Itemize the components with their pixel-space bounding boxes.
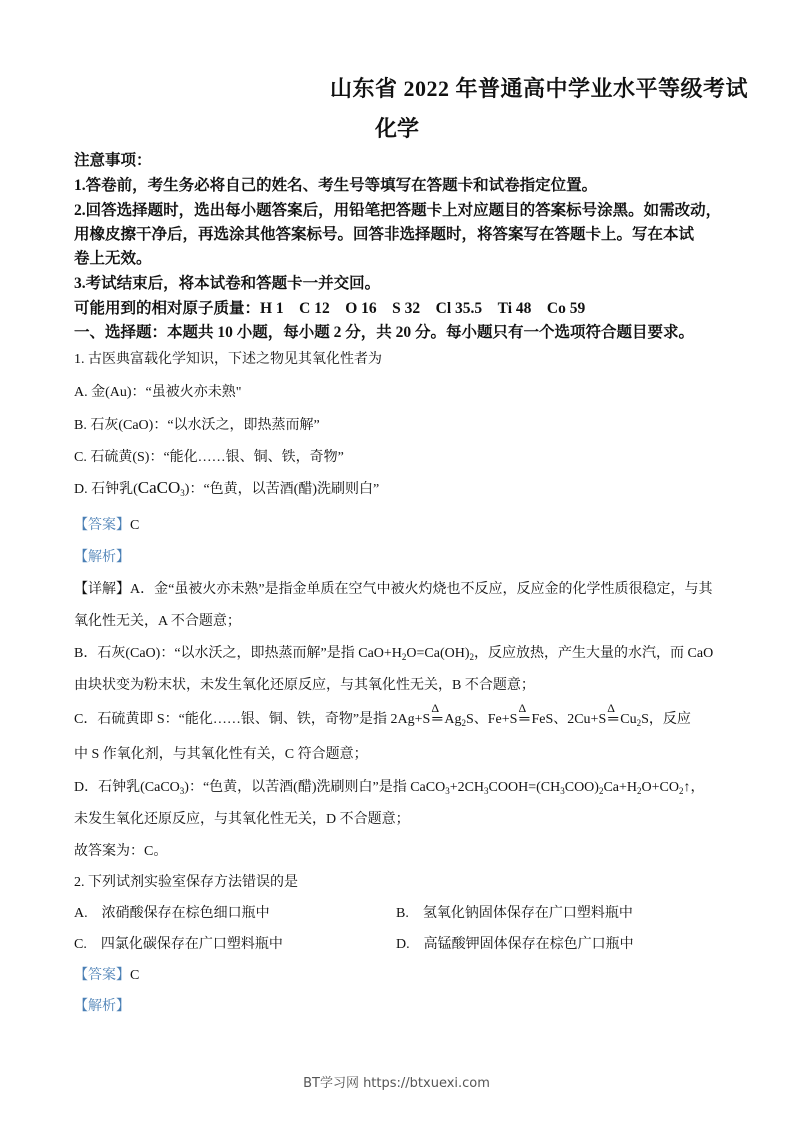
heat-equals-icon: Δ ═ [431,701,443,727]
notice-item-1: 1.答卷前，考生务必将自己的姓名、考生号等填写在答题卡和试卷指定位置。 [74,177,598,194]
notice-item-2-line-2: 用橡皮擦干净后，再选涂其他答案标号。回答非选择题时，将答案写在答题卡上。写在本试 [74,226,695,243]
question-2-stem: 2. 下列试剂实验室保存方法错误的是 [74,875,298,890]
detail-d-line-2: 未发生氧化还原反应，与其氧化性无关，D 不合题意； [74,812,410,827]
question-2-answer [74,964,139,984]
heat-equals-icon: Δ ═ [518,701,530,727]
question-2-option-c: C. 四氯化碳保存在广口塑料瓶中 [74,937,283,952]
notice-heading: 注意事项： [74,152,152,169]
question-1-option-a: A. 金(Au)：“虽被火亦未熟" [74,385,242,400]
detail-d-line-1: D．石钟乳(CaCO$_3$)：“色黄，以苦酒(醋)洗刷则白”是指 $CaCO_3+2CH_3COOH=(CH_3COO)_2Ca+H_2O+CO_2↑$， [74,780,705,796]
heat-equals-icon: Δ ═ [607,701,619,727]
question-1-option-c: C. 石硫黄(S)：“能化……银、铜、铁，奇物” [74,450,344,465]
detail-label: 【详解】 [74,582,130,597]
detail-a-line-1: 【详解】A．金“虽被火亦未熟”是指金单质在空气中被火灼烧也不反应，反应金的化学性质很稳定，与其 [74,582,713,597]
question-1-analysis-label: 【解析】 [74,550,130,565]
detail-c-line-1: C．石硫黄即 S：“能化……银、铜、铁，奇物”是指 2Ag+S Δ ═ $Ag_2S$、Fe+S Δ ═ FeS、2Cu+S Δ ═ $Cu_2S$，反应 [74,701,691,728]
answer-value: C [130,968,140,983]
answer-label: 【答案】 [74,518,130,533]
detail-c-line-2: 中 S 作氧化剂，与其氧化性有关，C 符合题意； [74,747,368,762]
detail-b-line-2: 由块状变为粉末状，未发生氧化还原反应，与其氧化性无关，B 不合题意； [74,678,535,693]
atomic-masses: 可能用到的相对原子质量：H 1 C 12 O 16 S 32 Cl 35.5 Ti 48 Co 59 [74,300,586,317]
page-title: 山东省 2022 年普通高中学业水平等级考试 [330,76,749,101]
question-2-option-b: B. 氢氧化钠固体保存在广口塑料瓶中 [396,906,633,921]
detail-a-line-2: 氧化性无关，A 不合题意； [74,614,241,629]
answer-value: C [130,518,140,533]
answer-label: 【答案】 [74,968,130,983]
question-2-option-a: A. 浓硝酸保存在棕色细口瓶中 [74,906,270,921]
notice-item-2-line-1: 2.回答选择题时，选出每小题答案后，用铅笔把答题卡上对应题目的答案标号涂黑。如需改动， [74,202,722,219]
notice-item-2-line-3: 卷上无效。 [74,250,152,267]
question-1-stem: 1. 古医典富载化学知识，下述之物见其氧化性者为 [74,352,382,367]
notice-item-3: 3.考试结束后，将本试卷和答题卡一并交回。 [74,275,381,292]
question-1-answer [74,514,139,534]
question-2-analysis-label: 【解析】 [74,999,130,1014]
question-1-option-b: B. 石灰(CaO)：“以水沃之，即热蒸而解” [74,418,320,433]
footer-watermark: BT学习网 https://btxuexi.com [303,1076,490,1091]
question-1-option-d: D. 石钟乳(CaCO$_3$)：“色黄，以苦酒(醋)洗刷则白” [74,478,380,498]
subject-title: 化学 [375,116,420,141]
question-2-option-d: D. 高锰酸钾固体保存在棕色广口瓶中 [396,937,634,952]
detail-b-line-1: B．石灰(CaO)：“以水沃之，即热蒸而解”是指 $CaO+H_2O=Ca(OH)_2$，反应放热，产生大量的水汽，而 CaO [74,646,714,662]
conclusion: 故答案为：C。 [74,844,168,859]
section-heading: 一、选择题：本题共 10 小题，每小题 2 分，共 20 分。每小题只有一个选项符合题目要求。 [74,324,695,341]
